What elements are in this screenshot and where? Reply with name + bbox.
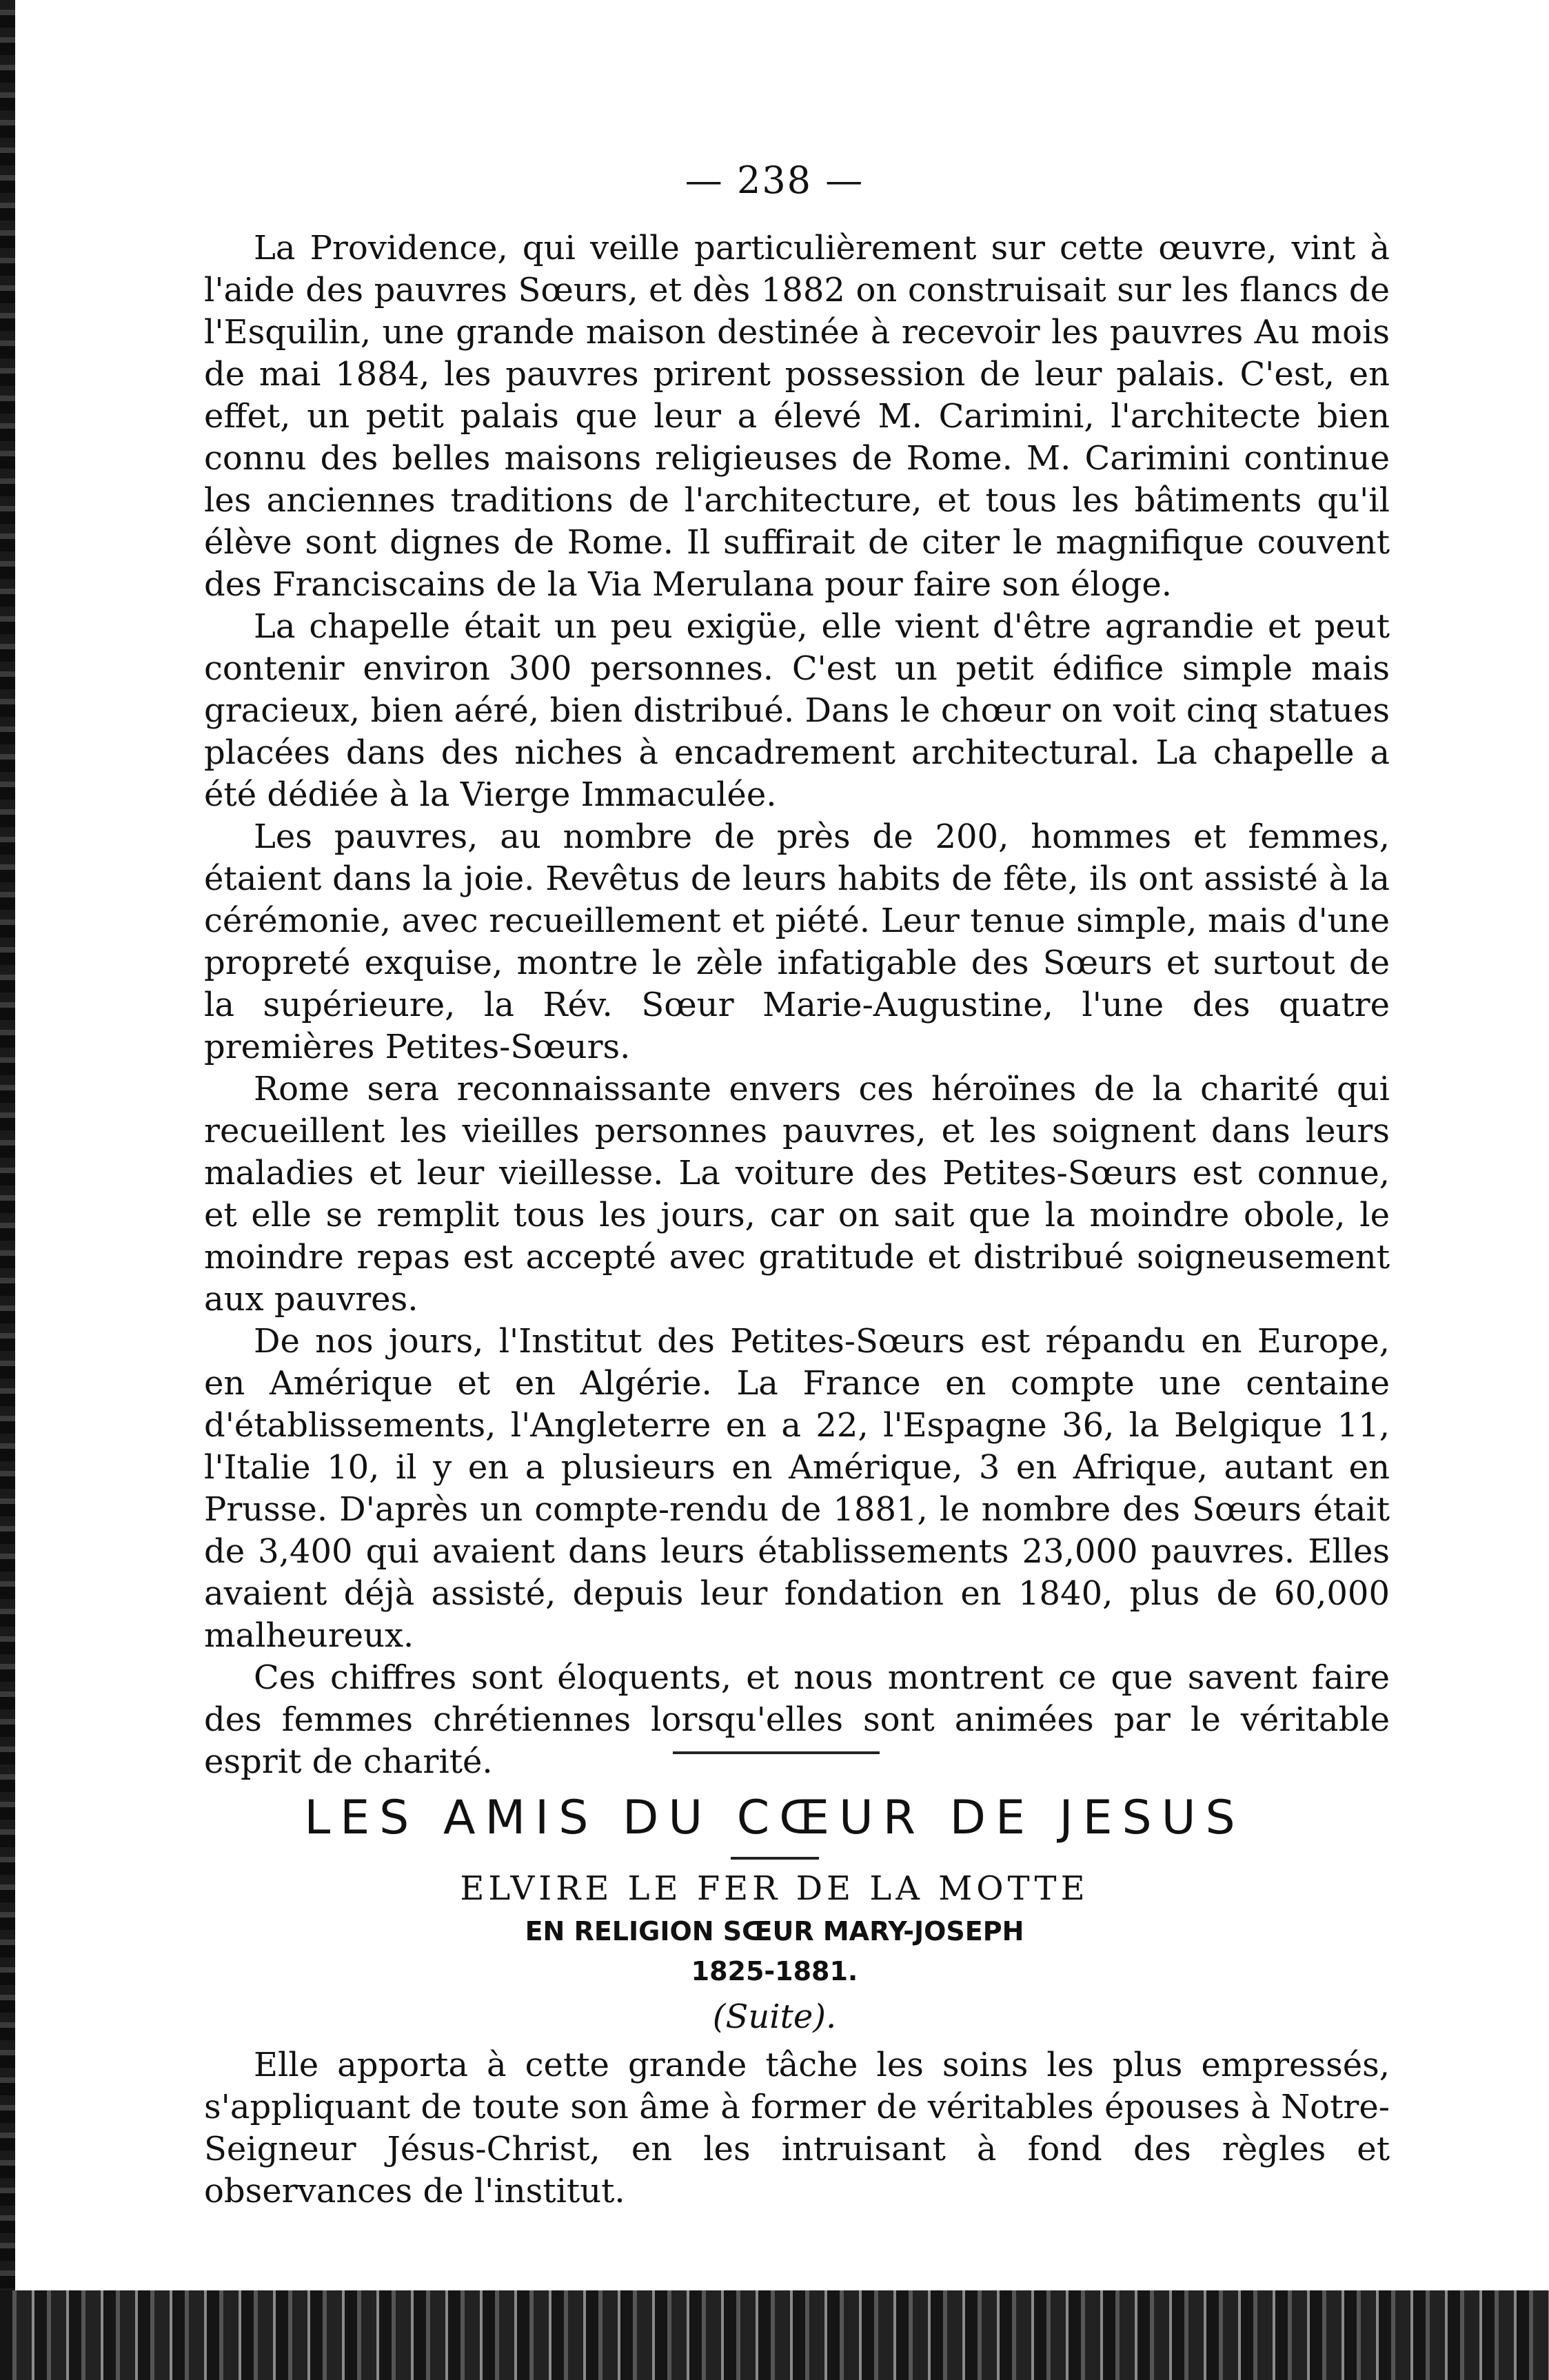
- page-number: — 238 —: [685, 159, 864, 202]
- subject-name: ELVIRE LE FER DE LA MOTTE: [460, 1869, 1089, 1908]
- subject-dates: 1825-1881.: [691, 1956, 858, 1986]
- paragraph-rome: Rome sera reconnaissante envers ces héroïnes de la charité qui recueillent les vieilles personnes pauvres, et les soignent dans leurs maladies et leur vieillesse. La voiture des Petites-Sœurs est connue, et elle se remplit tous les jours, car on sait que la moindre obole, le moindre repas est accepté avec gratitude et distribué soigneusement aux pauvres.: [204, 1070, 1390, 1319]
- paragraph-chapelle: La chapelle était un peu exigüe, elle vient d'être agrandie et peut contenir environ 300 personnes. C'est un petit édifice simple mais gracieux, bien aéré, bien distribué. Dans le chœur on voit cinq statues placées dans des niches à encadrement architectural. La chapelle a été dédiée à la Vierge Immaculée.: [204, 607, 1390, 814]
- paragraph-chiffres: Ces chiffres sont éloquents, et nous montrent ce que savent faire des femmes chrétiennes lorsqu'elles sont animées par le véritable esprit de charité.: [204, 1658, 1390, 1781]
- section-divider: [673, 1751, 880, 1754]
- paragraph-institut: De nos jours, l'Institut des Petites-Sœurs est répandu en Europe, en Amérique et en Algérie. La France en compte une centaine d'établissements, l'Angleterre en a 22, l'Espagne 36, la Belgique 11, l'Italie 10, il y en a plusieurs en Amérique, 3 en Afrique, autant en Prusse. D'après un compte-rendu de 1881, le nombre des Sœurs était de 3,400 qui avaient dans leurs établissements 23,000 pauvres. Elles avaient déjà assisté, depuis leur fondation en 1840, plus de 60,000 malheureux.: [204, 1322, 1390, 1655]
- article-body: [204, 227, 1390, 1783]
- heading-underline: [731, 1857, 819, 1860]
- paragraph-pauvres: Les pauvres, au nombre de près de 200, hommes et femmes, étaient dans la joie. Revêtus de leurs habits de fête, ils ont assisté à la cérémonie, avec recueillement et piété. Leur tenue simple, mais d'une propreté exquise, montre le zèle infatigable des Sœurs et surtout de la supérieure, la Rév. Sœur Marie-Augustine, l'une des quatre premières Petites-Sœurs.: [204, 817, 1390, 1066]
- paragraph-providence: La Providence, qui veille particulièrement sur cette œuvre, vint à l'aide des pauvres Sœurs, et dès 1882 on construisait sur les flancs de l'Esquilin, une grande maison destinée à recevoir les pauvres Au mois de mai 1884, les pauvres prirent possession de leur palais. C'est, en effet, un petit palais que leur a élevé M. Carimini, l'architecte bien connu des belles maisons religieuses de Rome. M. Carimini continue les anciennes traditions de l'architecture, et tous les bâtiments qu'il élève sont dignes de Rome. Il suffirait de citer le magnifique couvent des Franciscains de la Via Merulana pour faire son éloge.: [204, 229, 1390, 604]
- paragraph-elle-apporta: Elle apporta à cette grande tâche les soins les plus empressés, s'appliquant de toute son âme à former de véritables épouses à Notre-Seigneur Jésus-Christ, en les intruisant à fond des règles et observances de l'institut.: [204, 2046, 1390, 2210]
- section-heading: LES AMIS DU CŒUR DE JESUS: [304, 1791, 1245, 1845]
- continuation-label: (Suite).: [712, 1997, 837, 2036]
- section-body: [204, 2044, 1390, 2213]
- subject-religion: EN RELIGION SŒUR MARY-JOSEPH: [525, 1916, 1024, 1946]
- scan-bottom-edge: [0, 2290, 1549, 2380]
